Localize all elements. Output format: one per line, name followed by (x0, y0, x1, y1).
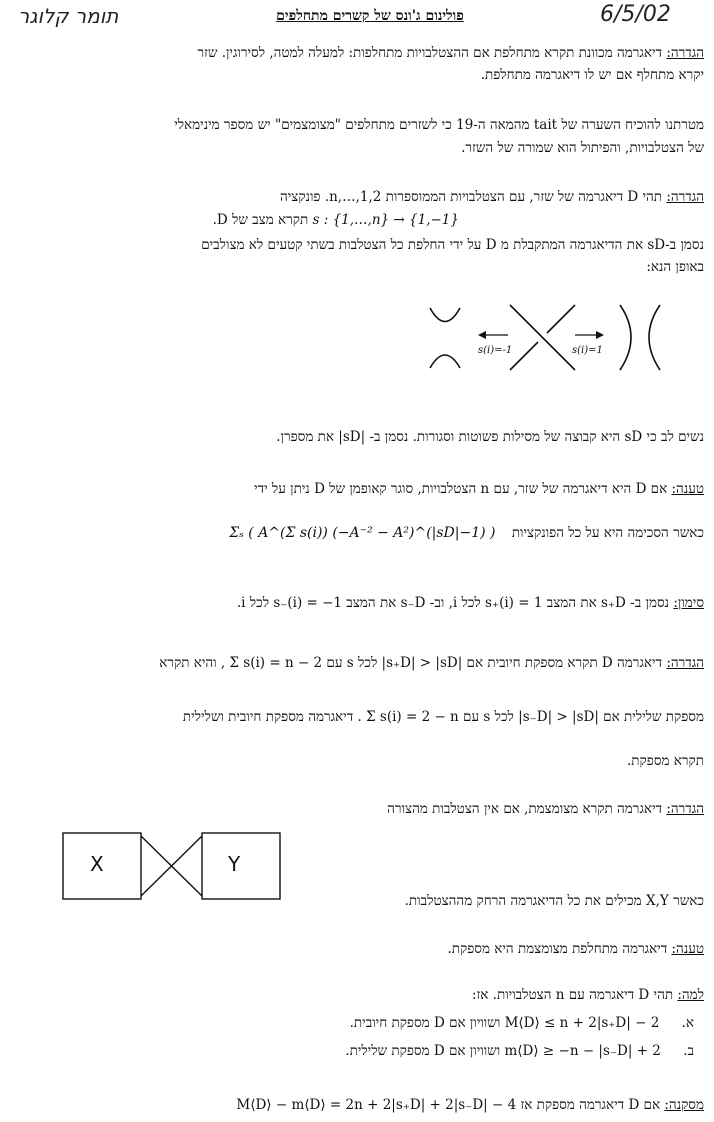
conclusion-text: אם D דיאגרמה מספקת אז M⟨D⟩ − m⟨D⟩ = 2n + 2|s₊D| + 2|s₋D| − 4 (236, 1097, 665, 1113)
lemma-a-text: M⟨D⟩ ≤ n + 2|s₊D| − 2 ושוויון אם D מספקת חיובית. (349, 1015, 660, 1031)
def4-text: דיאגרמה תקרא מצומצמת, אם אין הצטלבות מהצורה (387, 801, 667, 817)
smoothing-line1: נסמן ב-sD את הדיאגרמה המתקבלת מ D על ידי החלפת כל הצטלבות בשתי קטעים לא מצולבים (201, 237, 704, 253)
claim1-line2 (10, 524, 704, 543)
note-text: sD היא קבוצה של מסילות פשוטות וסגורות. נסמן ב- |sD| את מספרן. (276, 429, 647, 445)
motivation-line1: מטרתנו להוכיח השערה של tait מהמאה ה-19 כי לשזרים מתחלפים "מצומצמים" יש מספר מינימאלי (174, 117, 704, 133)
def3-line2: מספקת שלילית אם |s₋D| > |sD| לכל s עם Σ s(i) = 2 − n . דיאגרמה מספקת חיובית ושלילית (182, 709, 704, 725)
smoothing-diagram (410, 290, 670, 380)
def3-label: הגדרה: (666, 655, 704, 671)
smoothing-line2: באופן הנא: (646, 259, 704, 275)
claim1-line1 (10, 480, 704, 498)
lemma-b (10, 1042, 694, 1060)
def1-line2: יקרא מתחלף אם יש לו דיאגרמה מתחלפת. (480, 67, 704, 83)
motivation-line2: של הצטלבויות, והפיתול הוא שמורה של השזר. (461, 140, 704, 156)
notation-line (10, 594, 704, 612)
box-y (202, 833, 280, 899)
state-function: s : {1,…,n} → {1,−1} (312, 212, 459, 228)
box-y-label: Y (228, 852, 241, 876)
note-label: נשים לב כי (646, 429, 704, 445)
arc-left-right (620, 305, 631, 370)
arc-right-right (649, 305, 660, 370)
lemma-label: למה: (677, 987, 704, 1003)
def2-text: תהי D דיאגרמה של שזר, עם הצטלבויות הממוספרות 1,2,…,n. פונקציה (279, 189, 667, 205)
claim1-label: טענה: (671, 481, 704, 497)
lemma-text: תהי D דיאגרמה עם n הצטלבויות. אז: (471, 987, 678, 1003)
lemma-a-mark: א. (681, 1015, 694, 1031)
def1-line1 (10, 44, 704, 62)
def4-after: כאשר X,Y מכילים את כל הדיאגרמה הרחק מההצטלבות. (404, 893, 704, 909)
crossing-under-b (510, 342, 538, 370)
def2-line2 (10, 211, 459, 229)
lemma-a (10, 1014, 694, 1032)
handwritten-date: 6/5/02 (600, 2, 671, 27)
label-minus: s(i)=-1 (478, 345, 513, 356)
page-title: פולינום ג'ונס של קשרים מתחלפים (276, 8, 464, 24)
claim2-line (10, 940, 704, 958)
right-arrow-icon (596, 331, 604, 339)
box-x-label: X (90, 852, 104, 876)
def4-label: הגדרה: (666, 801, 704, 817)
lemma-b-mark: ב. (683, 1043, 694, 1059)
note-line (10, 428, 704, 446)
def2-label: הגדרה: (666, 189, 704, 205)
conclusion-line (10, 1096, 704, 1114)
def1-label: הגדרה: (666, 45, 704, 61)
label-plus: s(i)=1 (572, 345, 603, 356)
arc-top-left (430, 308, 460, 322)
crossing-under-a (547, 305, 575, 333)
notation-text: נסמן ב- s₊D את המצב s₊(i) = 1 לכל i, וב- s₋D את המצב s₋(i) = −1 לכל i. (236, 595, 674, 611)
claim1-text: אם D היא דיאגרמה של שזר, עם n הצטלבויות, סוגר קאופמן של D ניתן על ידי (254, 481, 672, 497)
lemma-line (10, 986, 704, 1004)
lemma-b-text: m⟨D⟩ ≥ −n − |s₋D| + 2 ושוויון אם D מספקת שלילית. (345, 1043, 661, 1059)
kauffman-formula: Σₛ ( A^(Σ s(i)) (−A⁻² − A²)^(|sD|−1) ) (229, 525, 496, 541)
conclusion-label: מסקנה: (664, 1097, 704, 1113)
def3-line1 (10, 654, 704, 672)
claim2-text: דיאגרמה מתחלפת מצומצמת היא מספקת. (447, 941, 672, 957)
handwritten-name: תומר קלוגר (18, 4, 119, 28)
claim2-label: טענה: (671, 941, 704, 957)
def3-text: דיאגרמה D תקרא מספקת חיובית אם |s₊D| > |sD| לכל s עם Σ s(i) = n − 2 , והיא תקרא (159, 655, 667, 671)
left-arrow-icon (478, 331, 486, 339)
def4-line (10, 800, 704, 818)
def1-text: דיאגרמה מכוונת תקרא מתחלפת אם ההצטלבויות מתחלפות: למעלה למטה, לסירוגין. שזר (197, 45, 667, 61)
def2-text2: תקרא מצב של D. (212, 212, 313, 228)
def3-line3: תקרא מספקת. (627, 753, 704, 769)
def2-line1 (10, 188, 704, 206)
notation-label: סימון: (673, 595, 704, 611)
arc-bottom-left (430, 355, 460, 368)
claim1-tail: כאשר הסכימה היא על כל הפונקציות (511, 525, 704, 541)
